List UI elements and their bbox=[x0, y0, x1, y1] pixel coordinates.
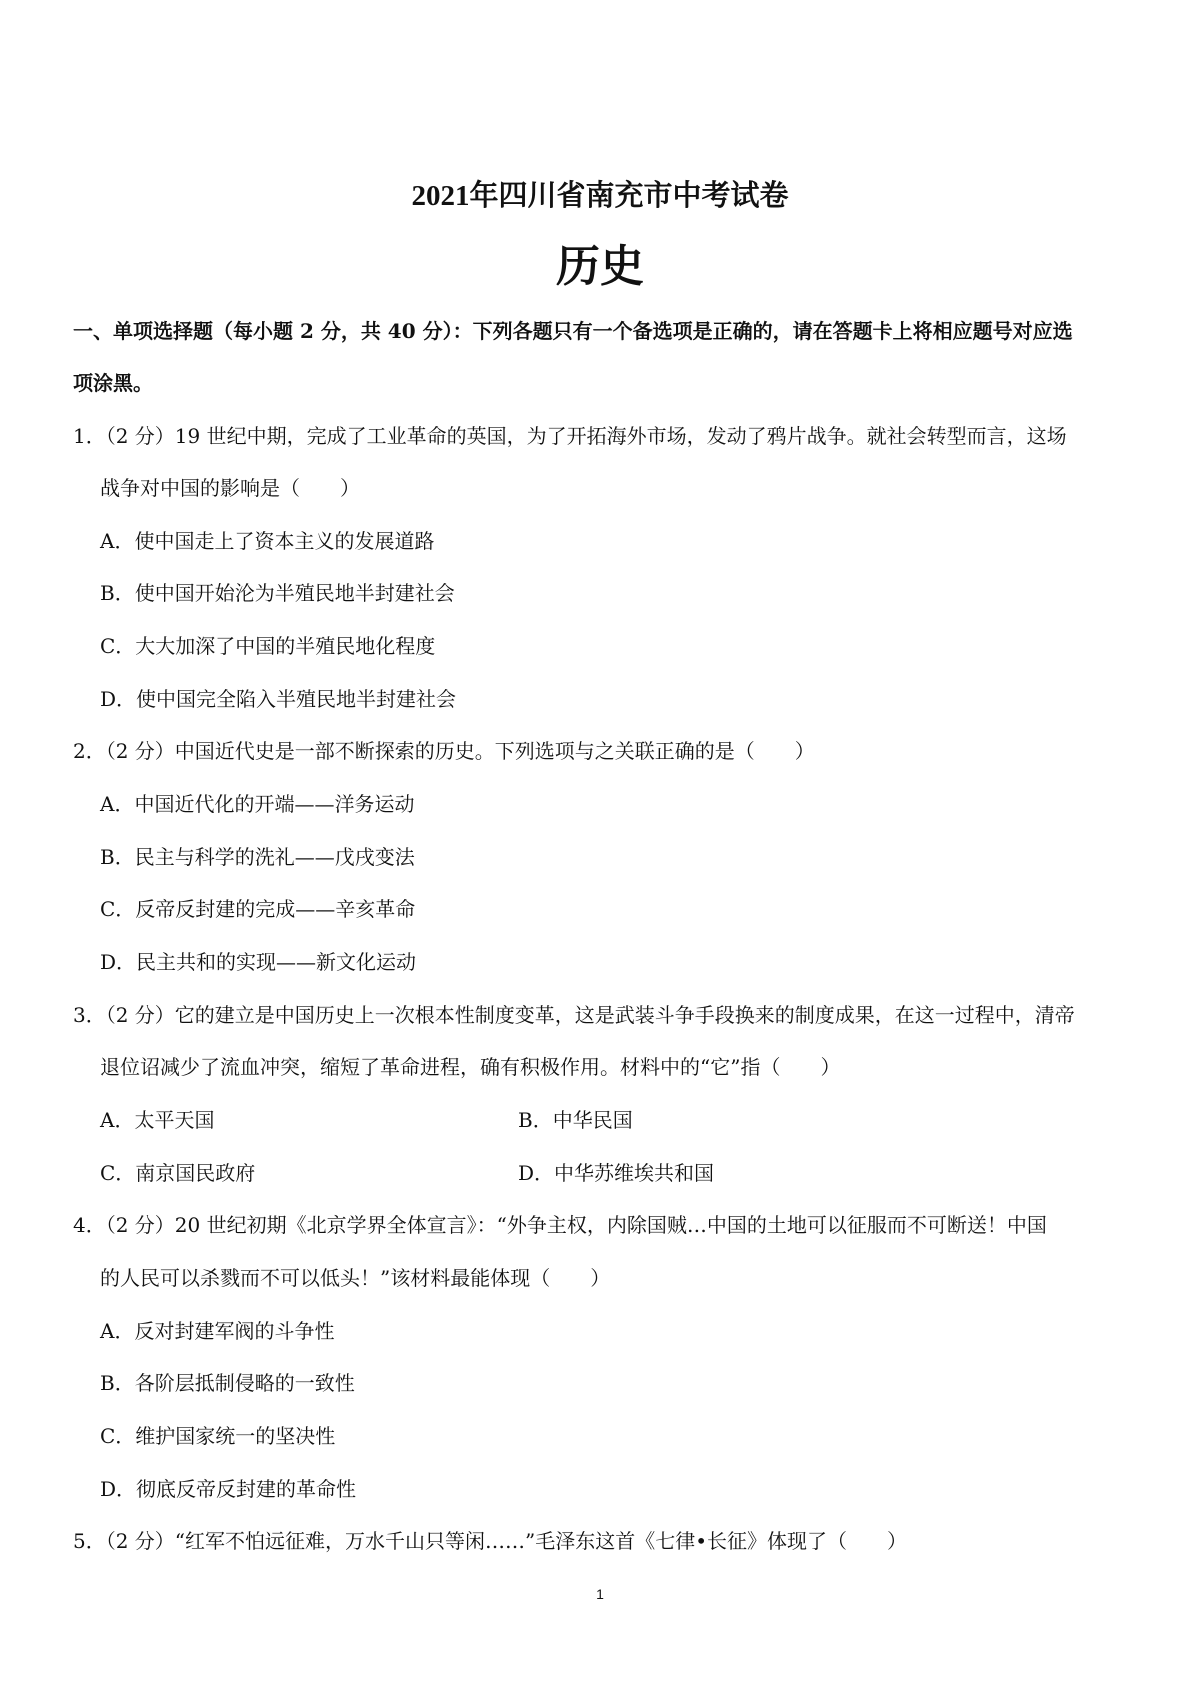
question-1-option-d: D．使中国完全陷入半殖民地半封建社会 bbox=[100, 687, 457, 711]
question-3-option-c: C．南京国民政府 bbox=[100, 1161, 256, 1185]
question-1-option-c: C．大大加深了中国的半殖民地化程度 bbox=[100, 634, 436, 658]
question-2-option-b: B．民主与科学的洗礼——戊戌变法 bbox=[100, 845, 415, 869]
question-1-option-b: B．使中国开始沦为半殖民地半封建社会 bbox=[100, 581, 455, 605]
question-4-stem-line-1: 4．（2 分）20 世纪初期《北京学界全体宣言》：“外争主权，内除国贼…中国的土地可以征服而不可断送！中国 bbox=[73, 1213, 1047, 1237]
question-3-stem-line-2: 退位诏减少了流血冲突，缩短了革命进程，确有积极作用。材料中的“它”指（ ） bbox=[100, 1055, 841, 1079]
question-2-option-a: A．中国近代化的开端——洋务运动 bbox=[100, 792, 415, 816]
question-5-stem-line-1: 5．（2 分）“红军不怕远征难，万水千山只等闲……”毛泽东这首《七律•长征》体现了（ ） bbox=[73, 1529, 908, 1553]
exam-title: 2021年四川省南充市中考试卷 bbox=[411, 180, 789, 212]
page-number: 1 bbox=[596, 1586, 604, 1602]
question-2-stem-line-1: 2．（2 分）中国近代史是一部不断探索的历史。下列选项与之关联正确的是（ ） bbox=[73, 739, 815, 763]
question-4-option-d: D．彻底反帝反封建的革命性 bbox=[100, 1477, 357, 1501]
question-4-stem-line-2: 的人民可以杀戮而不可以低头！”该材料最能体现（ ） bbox=[100, 1266, 611, 1290]
question-1-stem-line-1: 1．（2 分）19 世纪中期，完成了工业革命的英国，为了开拓海外市场，发动了鸦片战争。就社会转型而言，这场 bbox=[73, 424, 1067, 448]
question-4-option-a: A．反对封建军阀的斗争性 bbox=[100, 1319, 335, 1343]
question-2-option-c: C．反帝反封建的完成——辛亥革命 bbox=[100, 897, 416, 921]
question-3-option-d: D．中华苏维埃共和国 bbox=[518, 1161, 715, 1185]
question-4-option-b: B．各阶层抵制侵略的一致性 bbox=[100, 1371, 355, 1395]
question-3-option-b: B．中华民国 bbox=[518, 1108, 633, 1132]
section-heading-line-2: 项涂黑。 bbox=[73, 371, 153, 395]
question-3-stem-line-1: 3．（2 分）它的建立是中国历史上一次根本性制度变革，这是武装斗争手段换来的制度成果，在这一过程中，清帝 bbox=[73, 1003, 1075, 1027]
question-1-option-a: A．使中国走上了资本主义的发展道路 bbox=[100, 529, 435, 553]
question-2-option-d: D．民主共和的实现——新文化运动 bbox=[100, 950, 417, 974]
question-3-option-a: A．太平天国 bbox=[100, 1108, 215, 1132]
question-1-stem-line-2: 战争对中国的影响是（ ） bbox=[100, 476, 360, 500]
question-4-option-c: C．维护国家统一的坚决性 bbox=[100, 1424, 336, 1448]
subject-title: 历史 bbox=[556, 242, 644, 291]
section-heading-line-1: 一、单项选择题（每小题 2 分，共 40 分）：下列各题只有一个备选项是正确的，请在答题卡上将相应题号对应选 bbox=[73, 319, 1073, 343]
